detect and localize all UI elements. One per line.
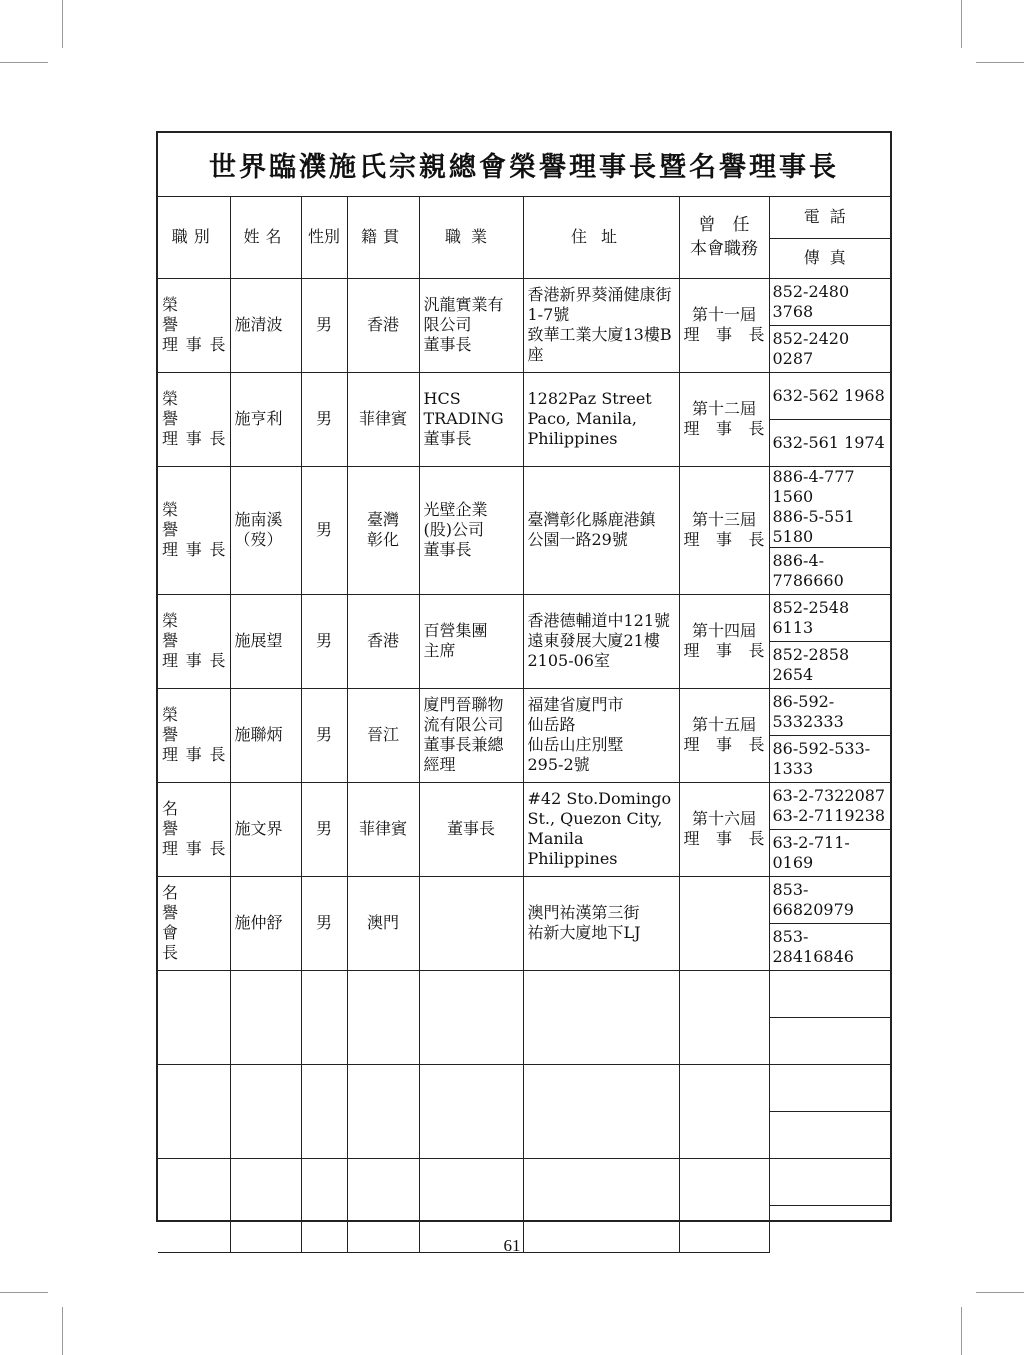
fax-cell: 886-4-7786660	[769, 547, 890, 594]
gender-cell: 男	[301, 594, 347, 688]
gender-cell: 男	[301, 372, 347, 466]
role-line-2: 理事長	[162, 839, 226, 858]
empty-row	[158, 1064, 890, 1111]
empty-cell	[347, 970, 419, 1064]
table-row	[158, 372, 890, 419]
empty-cell	[523, 970, 679, 1064]
origin-cell: 香港	[347, 594, 419, 688]
page-number: 61	[503, 1236, 521, 1255]
address-cell: 澳門祐漢第三街 祐新大廈地下LJ	[523, 876, 679, 970]
past-post-line-2: 理事長	[683, 325, 765, 344]
fax-cell: 853-28416846	[769, 923, 890, 970]
crop-mark	[62, 1307, 63, 1355]
crop-mark	[976, 62, 1024, 63]
role-line-1: 榮 譽	[162, 389, 211, 428]
table-row	[158, 688, 890, 735]
past-post-line-2: 理事長	[683, 530, 765, 549]
past-post-line-2: 理事長	[683, 735, 765, 754]
header-fax: 傳真	[769, 238, 890, 278]
empty-cell	[419, 970, 523, 1064]
table-row	[158, 594, 890, 641]
empty-cell	[347, 1064, 419, 1158]
header-row	[158, 197, 890, 238]
crop-mark	[961, 0, 962, 48]
empty-cell	[158, 1064, 230, 1158]
role-line-1: 名 譽	[162, 799, 211, 838]
phone-cell: 852-2548 6113	[769, 594, 890, 641]
header-name: 姓名	[230, 197, 301, 278]
address-cell: 福建省廈門市 仙岳路 仙岳山庄別墅 295-2號	[523, 688, 679, 782]
crop-mark	[0, 1292, 48, 1293]
gender-cell: 男	[301, 876, 347, 970]
header-occupation: 職業	[419, 197, 523, 278]
empty-row	[158, 1158, 890, 1205]
past-post-cell	[679, 466, 769, 594]
past-post-cell	[679, 688, 769, 782]
phone-cell: 853-66820979	[769, 876, 890, 923]
name-cell: 施清波	[230, 278, 301, 372]
role-cell	[158, 876, 230, 970]
gender-cell: 男	[301, 466, 347, 594]
role-cell	[158, 594, 230, 688]
role-line-2: 理事長	[162, 429, 226, 448]
empty-cell	[679, 1064, 769, 1158]
past-post-line-1: 第十二屆	[691, 399, 756, 418]
role-line-1: 榮 譽	[162, 611, 211, 650]
role-cell	[158, 278, 230, 372]
table-row	[158, 782, 890, 829]
occupation-cell: HCS TRADING 董事長	[419, 372, 523, 466]
past-post-line-2: 理事長	[683, 829, 765, 848]
phone-cell: 852-2480 3768	[769, 278, 890, 325]
fax-cell: 63-2-711-0169	[769, 829, 890, 876]
address-cell: 香港德輔道中121號 遠東發展大廈21樓2105-06室	[523, 594, 679, 688]
role-line-2: 會 長	[162, 923, 211, 962]
origin-cell: 菲律賓	[347, 372, 419, 466]
empty-cell	[769, 970, 890, 1017]
empty-cell	[523, 1064, 679, 1158]
past-post-line-2: 理事長	[683, 641, 765, 660]
name-cell: 施聯炳	[230, 688, 301, 782]
past-post-cell	[679, 782, 769, 876]
role-line-2: 理事長	[162, 540, 226, 559]
fax-cell: 632-561 1974	[769, 419, 890, 466]
occupation-cell	[419, 876, 523, 970]
fax-cell: 852-2420 0287	[769, 325, 890, 372]
gender-cell: 男	[301, 782, 347, 876]
crop-mark	[976, 1292, 1024, 1293]
past-post-line-1: 第十三屆	[691, 510, 756, 529]
name-cell: 施南溪 （歿）	[230, 466, 301, 594]
empty-cell	[230, 970, 301, 1064]
gender-cell: 男	[301, 688, 347, 782]
occupation-cell: 百營集團 主席	[419, 594, 523, 688]
page-title: 世界臨濮施氏宗親總會榮譽理事長暨名譽理事長	[158, 133, 890, 197]
past-post-line-1: 第十一屆	[691, 305, 756, 324]
occupation-cell: 汎龍實業有限公司 董事長	[419, 278, 523, 372]
header-past-post-line1: 曾 任	[698, 215, 750, 236]
fax-cell: 86-592-533-1333	[769, 735, 890, 782]
empty-cell	[679, 970, 769, 1064]
empty-cell	[769, 1017, 890, 1064]
fax-cell: 852-2858 2654	[769, 641, 890, 688]
crop-mark	[62, 0, 63, 48]
origin-cell: 晉江	[347, 688, 419, 782]
origin-cell: 香港	[347, 278, 419, 372]
role-cell	[158, 466, 230, 594]
role-cell	[158, 782, 230, 876]
occupation-cell: 董事長	[419, 782, 523, 876]
empty-cell	[230, 1064, 301, 1158]
address-cell: #42 Sto.Domingo St., Quezon City, Manila Philippines	[523, 782, 679, 876]
header-address: 住址	[523, 197, 679, 278]
past-post-line-1: 第十四屆	[691, 621, 756, 640]
header-gender: 性別	[301, 197, 347, 278]
occupation-cell: 光壁企業 (股)公司 董事長	[419, 466, 523, 594]
role-line-2: 理事長	[162, 745, 226, 764]
empty-cell	[158, 970, 230, 1064]
role-line-1: 榮 譽	[162, 295, 211, 334]
past-post-cell	[679, 278, 769, 372]
empty-row	[158, 970, 890, 1017]
past-post-line-1: 第十六屆	[691, 809, 756, 828]
past-post-line-1: 第十五屆	[691, 715, 756, 734]
name-cell: 施文界	[230, 782, 301, 876]
occupation-cell: 廈門晉聯物流有限公司 董事長兼總經理	[419, 688, 523, 782]
crop-mark	[0, 62, 48, 63]
role-line-1: 榮 譽	[162, 500, 211, 539]
table-row	[158, 466, 890, 547]
role-cell	[158, 372, 230, 466]
crop-mark	[961, 1307, 962, 1355]
past-post-cell	[679, 372, 769, 466]
empty-cell	[301, 970, 347, 1064]
table-row	[158, 876, 890, 923]
phone-cell: 63-2-7322087 63-2-7119238	[769, 782, 890, 829]
role-cell	[158, 688, 230, 782]
origin-cell: 菲律賓	[347, 782, 419, 876]
phone-cell: 886-4-777 1560 886-5-551 5180	[769, 466, 890, 547]
origin-cell: 臺灣 彰化	[347, 466, 419, 594]
name-cell: 施亨利	[230, 372, 301, 466]
gender-cell: 男	[301, 278, 347, 372]
header-past-post-line2: 本會職務	[690, 239, 758, 260]
header-phone: 電話	[769, 197, 890, 238]
address-cell: 臺灣彰化縣鹿港鎮 公園一路29號	[523, 466, 679, 594]
header-role: 職別	[158, 197, 230, 278]
empty-cell	[769, 1158, 890, 1205]
header-origin: 籍貫	[347, 197, 419, 278]
empty-cell	[301, 1064, 347, 1158]
table-row	[158, 278, 890, 325]
past-post-line-2: 理事長	[683, 419, 765, 438]
phone-cell: 86-592-5332333	[769, 688, 890, 735]
empty-cell	[769, 1064, 890, 1111]
address-cell: 1282Paz Street Paco, Manila, Philippines	[523, 372, 679, 466]
address-cell: 香港新界葵涌健康街1-7號 致華工業大廈13樓B座	[523, 278, 679, 372]
origin-cell: 澳門	[347, 876, 419, 970]
empty-cell	[419, 1064, 523, 1158]
role-line-1: 榮 譽	[162, 705, 211, 744]
name-cell: 施仲舒	[230, 876, 301, 970]
directory-table-frame	[156, 131, 892, 1222]
role-line-2: 理事長	[162, 335, 226, 354]
role-line-1: 名 譽	[162, 883, 211, 922]
past-post-cell	[679, 876, 769, 970]
directory-table	[158, 197, 890, 1253]
name-cell: 施展望	[230, 594, 301, 688]
header-past-post	[679, 197, 769, 278]
empty-cell	[769, 1111, 890, 1158]
past-post-cell	[679, 594, 769, 688]
phone-cell: 632-562 1968	[769, 372, 890, 419]
role-line-2: 理事長	[162, 651, 226, 670]
